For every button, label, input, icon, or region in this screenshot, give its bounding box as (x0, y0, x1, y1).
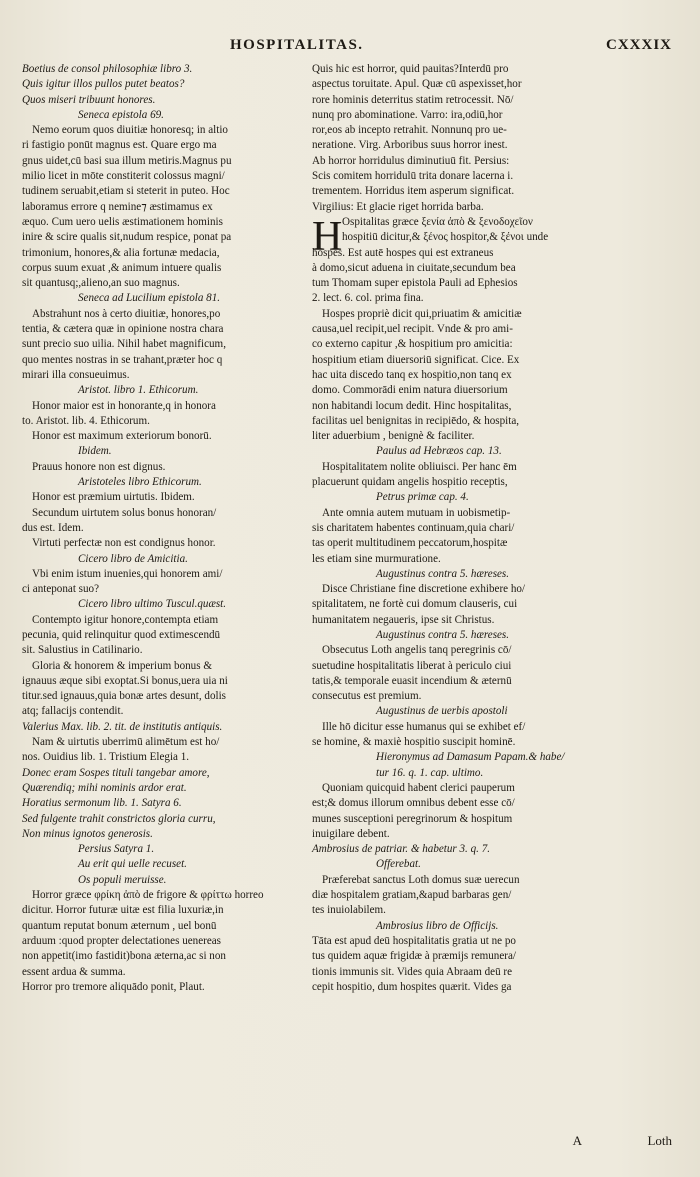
text-line: Sed fulgente trahit constrictos gloria curru, (22, 812, 216, 825)
text-line: laboramus errore q nemine⁊ æstimamus ex (22, 200, 213, 213)
text-line: Disce Christiane fine discretione exhibere ho/ (322, 583, 526, 596)
text-line: Abstrahunt nos à certo diuitiæ, honores,po (32, 307, 221, 320)
dropcap-line: Ospitalitas græce ξενία ἀπὸ & ξενοδοχεῖον (342, 215, 533, 228)
text-line: Hieronymus ad Damasum Papam.& habe/ (376, 751, 565, 764)
text-line: tas operit multitudinem peccatorum,hospitæ (312, 537, 508, 550)
text-line: ci anteponat suo? (22, 583, 100, 596)
text-line: aspectus toruitate. Apul. Quæ cū aspexisset,hor (312, 78, 522, 91)
text-line: spitalitatem, ne fortè cui domum clauseris, cui (312, 598, 518, 611)
text-line: Hospitalitatem nolite obliuisci. Per hanc ēm (322, 460, 517, 473)
text-line: est;& domus illorum omnibus debent esse cō/ (312, 797, 515, 810)
text-line: Virgilius: Et glacie riget horrida barba. (312, 200, 484, 213)
text-line: gnus uidet,cū basi sua illum metiris.Magnus pu (22, 154, 232, 167)
text-line: Ambrosius libro de Officijs. (376, 919, 499, 932)
text-line: tentia, & cætera quæ in opinione nostra chara (22, 323, 224, 336)
text-line: Ibidem. (78, 445, 112, 458)
text-line: nunq pro abominatione. Varro: ira,odiū,hor (312, 108, 503, 121)
text-line: humanitatem negaueris, ipse sit Christus. (312, 613, 495, 626)
text-line: Petrus primæ cap. 4. (376, 491, 469, 504)
text-line: Quærendiq; mihi nominis ardor erat. (22, 781, 187, 794)
text-line: Au erit qui uelle recuset. (78, 858, 187, 871)
text-line: suetudine hospitalitatis liberat à periculo ciui (312, 659, 512, 672)
text-line: à domo,sicut aduena in ciuitate,secundum bea (312, 261, 516, 274)
catchword: Loth (647, 1133, 672, 1148)
text-line: Ab horror horridulus diminutiuū fit. Persius: (312, 154, 510, 167)
dropcap-line: hospitiū dicitur,& ξένος hospitor,& ξένοι unde (342, 231, 549, 244)
text-line: Boetius de consol philosophiæ libro 3. (22, 63, 193, 75)
text-line: nos. Ouidius lib. 1. Tristium Elegia 1. (22, 751, 190, 764)
text-line: Obsecutus Loth angelis tanq peregrinis cō/ (322, 644, 512, 657)
text-line: se homine, & maxiè hospitio suscipit hominē. (312, 736, 516, 749)
text-line: ri fastigio ponūt magnus est. Quare ergo ma (22, 139, 217, 152)
text-line: tudinem seruabit,etiam si steterit in puteo. Hoc (22, 185, 230, 198)
text-line: co externo capitur ,& hospitium pro amicitia: (312, 338, 513, 351)
text-line: dicitur. Horror futuræ uitæ est filia luxuriæ,in (22, 904, 224, 917)
text-line: Persius Satyra 1. (78, 843, 155, 856)
text-line: tus quidem aquæ frigidæ à præmijs remunera/ (312, 950, 516, 963)
text-line: Offerebat. (376, 858, 421, 871)
text-line: Horror græce φρίκη ἀπὸ de frigore & φρίττω horreo (32, 889, 264, 902)
text-line: Contempto igitur honore,contempta etiam (32, 613, 219, 626)
text-line: inire & scire qualis sit,nudum respice, ponat pa (22, 231, 232, 244)
text-line: neratione. Virg. Arboribus suus horror inest. (312, 139, 508, 152)
text-line: hac uita discedo tanq ex hospitio,non tanq ex (312, 368, 512, 381)
folio-number: CXXXIX (606, 37, 672, 53)
text-line: Præferebat sanctus Loth domus suæ uerecun (322, 873, 520, 886)
text-line: Aristot. libro 1. Ethicorum. (78, 384, 199, 397)
text-line: arduum :quod propter delectationes uenereas (22, 934, 221, 947)
text-line: corpus suum exuat ,& animum intuere qualis (22, 261, 222, 274)
text-line: dus est. Idem. (22, 521, 84, 534)
text-line: quantum reputat bonum æternum , uel bonū (22, 919, 217, 932)
text-line: ignauus æque sibi exoptat.Si bonus,uera uia ni (22, 674, 228, 687)
text-line: diæ hospitalem gratiam,&apud barbaras gen/ (312, 889, 512, 902)
text-line: non habitandi locum dedit. Hinc hospitalitas, (312, 399, 512, 412)
text-line: sis charitatem habentes continuam,quia chari/ (312, 521, 515, 534)
text-line: Cicero libro de Amicitia. (78, 552, 188, 565)
text-line: Nemo eorum quos diuitiæ honoresq; in altio (32, 124, 228, 137)
text-line: titur.sed ignauus,quia bonæ artes desunt, dolis (22, 690, 226, 703)
text-line: non appetit(imo fastidit)bona æterna,ac si non (22, 950, 226, 963)
text-line: milio licet in mōte constiterit colossus magni/ (22, 170, 225, 183)
text-line: Augustinus contra 5. hæreses. (376, 628, 510, 641)
text-line: atq; fallacijs contendit. (22, 705, 124, 718)
text-line: pecunia, quid relinquitur quod extimescendū (22, 628, 221, 641)
text-line: Quoniam quicquid habent clerici pauperum (322, 781, 515, 794)
text-line: trimonium, honores,& alia fortunæ medacia, (22, 246, 220, 259)
text-line: sit quantusq;,alieno,an suo magnus. (22, 277, 180, 290)
text-line: sunt precio suo uilia. Nihil habet magnificum, (22, 338, 226, 351)
text-line: Secundum uirtutem solus bonus honoran/ (32, 506, 217, 519)
text-line: rore hominis deterritus statim retrocessit. Nō/ (312, 93, 514, 106)
text-line: Augustinus contra 5. hæreses. (376, 567, 510, 580)
text-line: Honor est maximum exteriorum bonorū. (32, 430, 212, 443)
text-line: facilitas uel benignitas in recipiēdo, & hospita, (312, 414, 520, 427)
text-line: Scis comitem horridulū trita donare lacerna i. (312, 170, 514, 183)
text-line: cepit hospitio, dum hospites quærit. Vides ga (312, 980, 512, 993)
text-line: tur 16. q. 1. cap. ultimo. (376, 766, 484, 779)
text-line: Quis igitur illos pullos putet beatos? (22, 78, 185, 91)
text-line: Seneca epistola 69. (78, 108, 164, 121)
text-line: tatis,& temporale euasit incendium & æternū (312, 674, 512, 687)
text-line: Virtuti perfectæ non est condignus honor. (32, 537, 216, 550)
text-line: Gloria & honorem & imperium bonus & (32, 659, 212, 672)
text-line: les etiam sine murmuratione. (312, 552, 441, 565)
text-line: tes inuiolabilem. (312, 904, 386, 917)
text-line: tum Thomam super epistola Pauli ad Ephesios (312, 277, 518, 290)
text-line: sit. Salustius in Catilinario. (22, 644, 143, 657)
text-line: æquo. Cum uero uelis æstimationem hominis (22, 215, 223, 228)
text-line: tionis immunis sit. Vides quia Abraam deū re (312, 965, 513, 978)
right-column-body (312, 246, 577, 996)
text-line: essent ardua & summa. (22, 965, 126, 978)
text-line: domo. Commorādi enim natura diuersorium (312, 384, 508, 397)
text-line: Vbi enim istum inuenies,qui honorem ami/ (32, 567, 223, 580)
text-line: munes susceptioni peregrinorum & hospitum (312, 812, 513, 825)
text-line: 2. lect. 6. col. prima fina. (312, 292, 424, 305)
text-line: to. Aristot. lib. 4. Ethicorum. (22, 414, 150, 427)
text-line: mirari illa consueuimus. (22, 368, 130, 381)
right-column-top (312, 62, 577, 215)
text-line: Quis hic est horror, quid pauitas?Interdū pro (312, 63, 509, 75)
text-line: hospes. Est autē hospes qui est extraneus (312, 246, 494, 259)
text-line: Valerius Max. lib. 2. tit. de institutis antiquis. (22, 720, 223, 733)
text-line: Paulus ad Hebræos cap. 13. (376, 445, 502, 458)
text-line: Cicero libro ultimo Tuscul.quæst. (78, 598, 227, 611)
text-line: Donec eram Sospes tituli tangebar amore, (22, 766, 210, 779)
text-line: quo mentes nostras in se trahant,præter hoc q (22, 353, 223, 366)
text-line: Ille hō dicitur esse humanus qui se exhibet ef/ (322, 720, 526, 733)
text-line: Os populi meruisse. (78, 873, 167, 886)
running-head: HOSPITALITAS. (230, 37, 364, 53)
text-line: Honor maior est in honorante,q in honora (32, 399, 216, 412)
text-line: ror,eos ab incepto retrahit. Nonnunq pro ue- (312, 124, 507, 137)
text-line: Tāta est apud deū hospitalitatis gratia ut ne po (312, 934, 516, 947)
dropcap-letter: H (312, 213, 343, 260)
text-line: Horatius sermonum lib. 1. Satyra 6. (22, 797, 182, 810)
text-line: inuigilare debent. (312, 827, 390, 840)
text-line: Augustinus de uerbis apostoli (376, 705, 508, 718)
right-column (312, 62, 577, 995)
signature-mark: A (572, 1133, 582, 1148)
text-line: Quos miseri tribuunt honores. (22, 93, 156, 106)
text-line: Horror pro tremore aliquādo ponit, Plaut. (22, 980, 205, 993)
page-header (0, 37, 700, 57)
text-line: hospitium etiam diuersoriū significat. Cice. Ex (312, 353, 520, 366)
text-line: placuerunt quidam angelis hospitio receptis, (312, 476, 508, 489)
text-line: Ante omnia autem mutuam in uobismetip- (322, 506, 511, 519)
text-line: liter aduerbium , benignè & faciliter. (312, 430, 475, 443)
text-line: Nam & uirtutis uberrimū alimētum est ho/ (32, 736, 220, 749)
text-line: Seneca ad Lucilium epistola 81. (78, 292, 221, 305)
text-line: Aristoteles libro Ethicorum. (78, 476, 202, 489)
text-line: causa,uel recipit,uel recipit. Vnde & pro ami- (312, 323, 513, 336)
text-line: Prauus honore non est dignus. (32, 460, 166, 473)
text-line: Non minus ignotos generosis. (22, 827, 153, 840)
text-line: Ambrosius de patriar. & habetur 3. q. 7. (312, 843, 491, 856)
text-line: Honor est præmium uirtutis. Ibidem. (32, 491, 195, 504)
text-line: trementem. Horridus item asperum significat. (312, 185, 515, 198)
text-line: consecutus est premium. (312, 690, 422, 703)
left-column (22, 62, 300, 995)
text-line: Hospes propriè dicit qui,priuatim & amicitiæ (322, 307, 522, 320)
